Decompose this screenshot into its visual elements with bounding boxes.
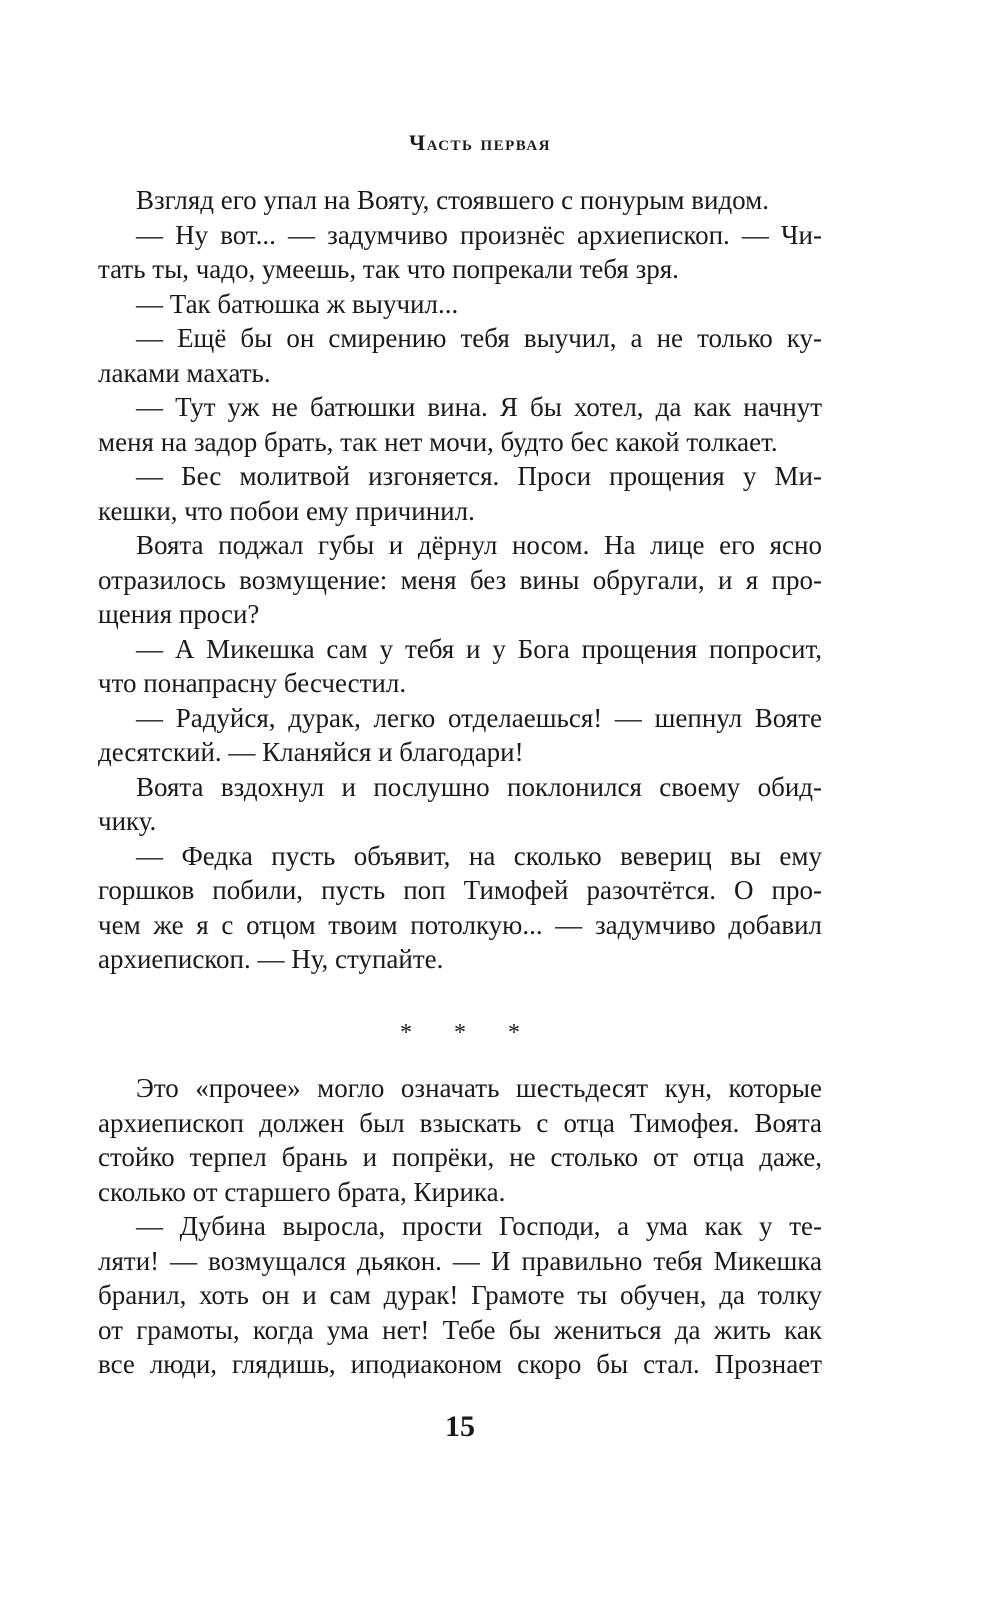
text-line: архиепископ. — Ну, ступайте. [98,944,444,974]
text-line: архиепископ должен был взыскать с отца Тимофея. Воята [98,1107,822,1138]
text-line: — Ну вот... — задумчиво произнёс архиепископ. — Чи- [136,219,822,250]
text-line: — Дубина выросла, прости Господи, а ума как у те- [136,1211,822,1241]
text-line: — Тут уж не батюшки вина. Я бы хотел, да как начнут [136,392,822,422]
text-line: что понапрасну бесчестил. [98,668,407,698]
text-line: — Федка пусть объявит, на сколько вевериц вы ему [136,840,822,871]
text-line: меня на задор брать, так нет мочи, будто бес какой толкает. [98,426,778,457]
text-line: ляти! — возмущался дьякон. — И правильно тебя Микешка [98,1245,822,1276]
text-block-bottom [98,1071,822,1382]
running-head: Часть первая [408,130,552,155]
text-line: десятский. — Кланяйся и благодари! [98,737,524,767]
text-line: Воята поджал губы и дёрнул носом. На лице его ясно [136,530,822,560]
text-line: стойко терпел брань и попрёки, не столько от отца даже, [98,1142,822,1172]
text-line: сколько от старшего брата, Кирика. [98,1176,506,1207]
text-line: чику. [98,806,157,836]
text-line: — Бес молитвой изгоняется. Проси прощения у Ми- [136,461,822,491]
section-separator: * * * [400,1020,538,1046]
text-line: тать ты, чадо, умеешь, так что попрекали тебя зря. [98,254,679,284]
text-line: Взгляд его упал на Вояту, стоявшего с понурым видом. [136,185,769,215]
text-line: кешки, что побои ему причинил. [98,495,475,526]
text-line: отразилось возмущение: меня без вины обругали, и я про- [98,564,822,595]
text-line: бранил, хоть он и сам дурак! Грамоте ты обучен, да толку [98,1280,822,1310]
text-line: от грамоты, когда ума нет! Тебе бы жениться да жить как [98,1314,822,1345]
text-line: — Так батюшка ж выучил... [136,288,459,319]
text-line: чем же я с отцом твоим потолкую... — задумчиво добавил [98,909,822,940]
text-line: — Радуйся, дурак, легко отделаешься! — шепнул Вояте [136,702,822,733]
text-line: лаками махать. [98,357,271,388]
text-line: Воята вздохнул и послушно поклонился своему обид- [136,771,822,802]
text-line: щения проси? [98,599,260,629]
text-line: Это «прочее» могло означать шестьдесят кун, которые [136,1073,822,1103]
text-line: все люди, глядишь, иподиаконом скоро бы стал. Прознает [98,1349,822,1379]
text-line: — Ещё бы он смирению тебя выучил, а не только ку- [136,323,822,353]
text-line: горшков побили, пусть поп Тимофей разочтётся. О про- [98,875,822,905]
text-block-top [98,183,822,977]
text-line: — А Микешка сам у тебя и у Бога прощения попросит, [136,633,822,664]
page-number: 15 [445,1410,475,1443]
